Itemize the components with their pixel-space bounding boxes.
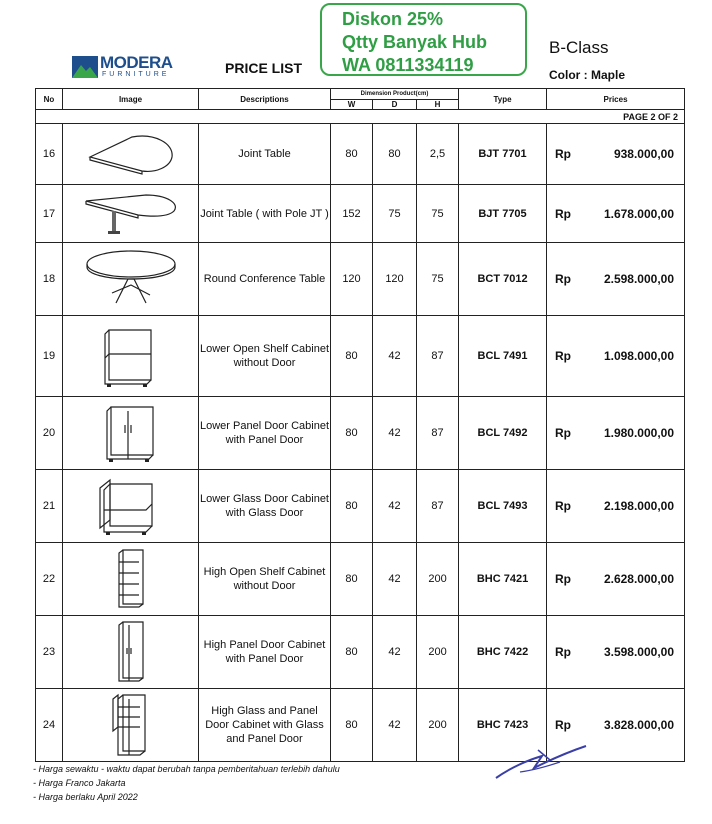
product-image	[63, 470, 199, 543]
row-height: 87	[417, 397, 459, 470]
row-height: 200	[417, 689, 459, 762]
row-type: BHC 7421	[459, 543, 547, 616]
row-no: 23	[36, 616, 63, 689]
joint-table-pole-icon	[63, 189, 198, 239]
price-amount: 3.598.000,00	[603, 645, 675, 659]
row-width: 80	[331, 316, 373, 397]
modera-logo-icon	[72, 56, 98, 78]
col-dimension: Dimension Product(cm)	[331, 89, 459, 100]
row-description: Lower Glass Door Cabinet with Glass Door	[199, 470, 331, 543]
product-row	[36, 316, 685, 397]
row-width: 80	[331, 616, 373, 689]
row-depth: 80	[373, 124, 417, 185]
row-type: BCL 7491	[459, 316, 547, 397]
currency-label: Rp	[555, 349, 572, 363]
product-row	[36, 397, 685, 470]
row-width: 80	[331, 689, 373, 762]
row-description: Lower Panel Door Cabinet with Panel Door	[199, 397, 331, 470]
row-type: BCL 7492	[459, 397, 547, 470]
product-image	[63, 616, 199, 689]
row-no: 21	[36, 470, 63, 543]
price-amount: 1.678.000,00	[603, 206, 675, 221]
row-type: BCT 7012	[459, 243, 547, 316]
price-amount: 2.198.000,00	[603, 499, 675, 513]
row-no: 24	[36, 689, 63, 762]
row-height: 2,5	[417, 124, 459, 185]
col-image: Image	[63, 89, 199, 110]
product-image	[63, 124, 199, 185]
promo-line-2: Qtty Banyak Hub	[342, 32, 488, 52]
row-depth: 42	[373, 470, 417, 543]
product-image	[63, 243, 199, 316]
row-width: 80	[331, 470, 373, 543]
row-description: Joint Table ( with Pole JT )	[199, 185, 331, 243]
row-price	[547, 616, 685, 689]
lower-glass-door-icon	[63, 476, 198, 536]
row-price	[547, 243, 685, 316]
price-amount: 938.000,00	[613, 147, 675, 161]
row-depth: 75	[373, 185, 417, 243]
product-row	[36, 243, 685, 316]
price-amount: 2.598.000,00	[603, 272, 675, 286]
row-no: 22	[36, 543, 63, 616]
row-price	[547, 316, 685, 397]
signature-icon	[490, 738, 590, 784]
modera-logo	[72, 54, 192, 80]
row-type: BHC 7422	[459, 616, 547, 689]
lower-open-shelf-icon	[63, 324, 198, 388]
product-image	[63, 543, 199, 616]
product-image	[63, 397, 199, 470]
series-label: B-Class	[549, 38, 609, 57]
col-no: No	[36, 89, 63, 110]
price-amount: 3.828.000,00	[603, 718, 675, 732]
row-price	[547, 185, 685, 243]
product-row	[36, 124, 685, 185]
page-row-blank	[36, 110, 547, 124]
row-no: 17	[36, 185, 63, 243]
row-price	[547, 470, 685, 543]
col-w: W	[331, 100, 373, 110]
row-no: 19	[36, 316, 63, 397]
row-height: 87	[417, 470, 459, 543]
row-depth: 120	[373, 243, 417, 316]
page-title: PRICE LIST	[225, 60, 303, 76]
page-label: PAGE 2 OF 2	[547, 110, 685, 124]
row-height: 87	[417, 316, 459, 397]
col-prices: Prices	[547, 89, 685, 110]
currency-label: Rp	[555, 147, 572, 161]
row-description: Round Conference Table	[199, 243, 331, 316]
row-no: 18	[36, 243, 63, 316]
currency-label: Rp	[555, 426, 572, 440]
row-description: Lower Open Shelf Cabinet without Door	[199, 316, 331, 397]
row-width: 80	[331, 397, 373, 470]
row-depth: 42	[373, 689, 417, 762]
row-description: High Glass and Panel Door Cabinet with Glass and Panel Door	[199, 689, 331, 762]
note-3: - Harga berlaku April 2022	[33, 792, 138, 802]
brand-name: MODERA	[100, 53, 173, 72]
high-glass-panel-icon	[63, 693, 198, 757]
currency-label: Rp	[555, 718, 572, 732]
row-description: High Open Shelf Cabinet without Door	[199, 543, 331, 616]
price-amount: 1.098.000,00	[603, 349, 675, 363]
row-no: 16	[36, 124, 63, 185]
row-no: 20	[36, 397, 63, 470]
color-label: Color : Maple	[549, 68, 626, 82]
row-price	[547, 543, 685, 616]
row-type: BCL 7493	[459, 470, 547, 543]
row-depth: 42	[373, 316, 417, 397]
row-width: 80	[331, 124, 373, 185]
row-height: 200	[417, 616, 459, 689]
currency-label: Rp	[555, 572, 572, 586]
round-table-icon	[63, 247, 198, 311]
col-descriptions: Descriptions	[199, 89, 331, 110]
currency-label: Rp	[555, 645, 572, 659]
row-depth: 42	[373, 543, 417, 616]
notes	[33, 762, 340, 804]
row-description: High Panel Door Cabinet with Panel Door	[199, 616, 331, 689]
row-height: 200	[417, 543, 459, 616]
price-amount: 1.980.000,00	[603, 426, 675, 440]
promo-line-1: Diskon 25%	[342, 9, 444, 29]
promo-box	[320, 3, 527, 76]
product-row	[36, 616, 685, 689]
col-d: D	[373, 100, 417, 110]
lower-panel-door-icon	[63, 403, 198, 463]
row-height: 75	[417, 243, 459, 316]
row-depth: 42	[373, 616, 417, 689]
row-description: Joint Table	[199, 124, 331, 185]
row-type: BJT 7701	[459, 124, 547, 185]
product-row	[36, 543, 685, 616]
price-amount: 2.628.000,00	[603, 572, 675, 586]
product-image	[63, 316, 199, 397]
row-type: BJT 7705	[459, 185, 547, 243]
row-height: 75	[417, 185, 459, 243]
row-type: BHC 7423	[459, 689, 547, 762]
product-image	[63, 689, 199, 762]
row-depth: 42	[373, 397, 417, 470]
price-table	[35, 88, 685, 762]
col-type: Type	[459, 89, 547, 110]
high-panel-door-icon	[63, 620, 198, 684]
note-2: - Harga Franco Jakarta	[33, 778, 126, 788]
product-row	[36, 470, 685, 543]
row-width: 120	[331, 243, 373, 316]
row-price	[547, 397, 685, 470]
row-width: 152	[331, 185, 373, 243]
product-image	[63, 185, 199, 243]
note-1: - Harga sewaktu - waktu dapat berubah tanpa pemberitahuan terlebih dahulu	[33, 764, 340, 774]
currency-label: Rp	[555, 206, 572, 221]
joint-table-icon	[63, 129, 198, 179]
currency-label: Rp	[555, 272, 572, 286]
high-open-shelf-icon	[63, 548, 198, 610]
row-price	[547, 124, 685, 185]
brand-subtitle: FURNITURE	[102, 71, 170, 78]
promo-line-3: WA 0811334119	[342, 55, 474, 75]
row-width: 80	[331, 543, 373, 616]
col-h: H	[417, 100, 459, 110]
product-row	[36, 185, 685, 243]
currency-label: Rp	[555, 499, 572, 513]
